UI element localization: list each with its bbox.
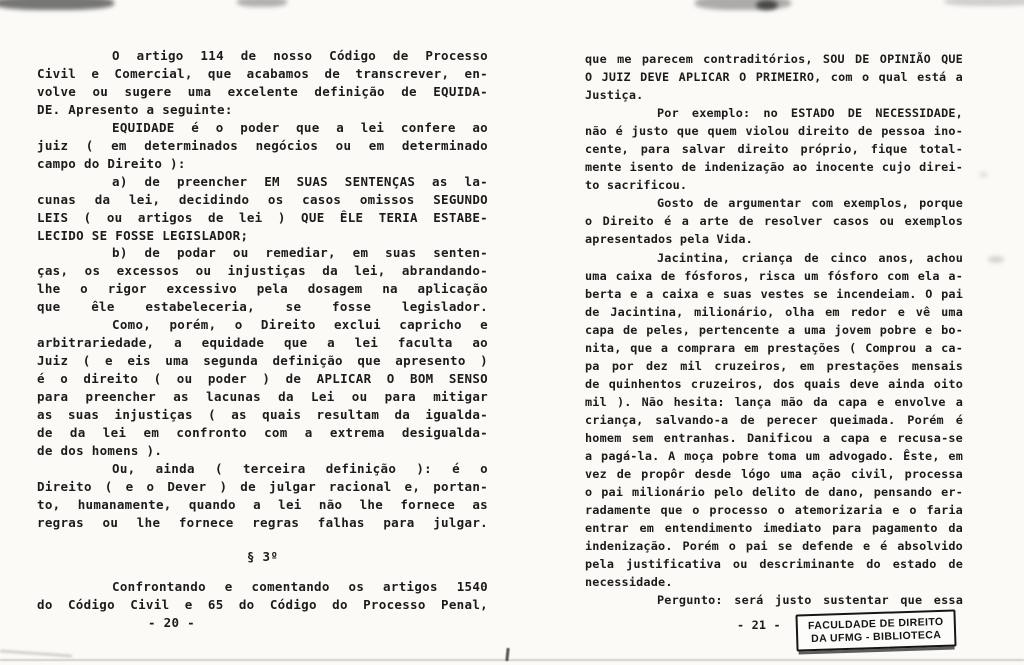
text-line: de quinhentos cruzeiros, dos quais deve ainda oito xyxy=(585,376,963,391)
scan-artifact-top-3b xyxy=(756,0,778,10)
library-stamp-line-2: DA UFMG - BIBLIOTECA xyxy=(810,628,942,645)
text-line: to sacrificou. xyxy=(585,178,688,193)
text-line: mil ). Não hesita: lança mão da capa e envolve a xyxy=(585,394,963,409)
text-line: to, humanamente, quando a lei não lhe fornece as xyxy=(37,496,488,512)
text-line: é o direito ( ou poder ) de APLICAR O BOM SENSO xyxy=(37,371,488,387)
text-line: Pergunto: será justo sustentar que essa xyxy=(657,593,963,608)
text-line: pa por dez mil cruzeiros, em prestações mensais xyxy=(585,358,963,373)
text-line: não é justo que quem violou direito de pessoa ino- xyxy=(585,124,963,139)
text-line: pela justificativa ou descriminante do estado de xyxy=(585,557,963,572)
text-line: cente, para salvar direito próprio, fique total- xyxy=(585,142,963,157)
text-line: b) de podar ou remediar, em suas senten- xyxy=(112,245,488,261)
text-line: LECIDO SE FOSSE LEGISLADOR; xyxy=(37,227,249,243)
text-line: que me parecem contraditórios, SOU DE OPINIÃO QUE xyxy=(585,52,963,66)
scan-artifact-bottom-curve xyxy=(0,649,72,657)
text-line: vez de propôr desde lógo uma ação civil, processa xyxy=(585,467,963,482)
text-line: Gosto de argumentar com exemplos, porque xyxy=(657,196,963,211)
text-line: Direito ( e o Dever ) de julgar racional e, portan- xyxy=(37,478,488,494)
scan-artifact-top-left xyxy=(0,0,114,10)
library-stamp xyxy=(795,609,956,651)
text-line: campo do Direito ): xyxy=(37,155,186,171)
scan-artifact-top-2 xyxy=(237,0,287,7)
text-line: nita, que a comprara em prestações ( Comprou a ca- xyxy=(585,340,963,355)
text-line: capa de peles, pertencente a uma jovem pobre e bo- xyxy=(585,322,963,337)
page-number-left: - 20 - xyxy=(148,614,195,630)
text-line: homem sem entranhas. Danificou a capa e recusa-se xyxy=(585,430,963,445)
text-line: Ou, ainda ( terceira definição ): é o xyxy=(112,460,488,476)
section-heading: § 3º xyxy=(246,548,279,564)
text-line: de da lei em confronto com a extrema desigualda- xyxy=(37,425,488,441)
text-line: Jacintina, criança de cinco anos, achou xyxy=(657,250,963,265)
text-line: Por exemplo: no ESTADO DE NECESSIDADE, xyxy=(657,106,963,121)
text-line: uma caixa de fósforos, risca um fósforo com ela a- xyxy=(585,268,963,283)
text-line: que êle estabeleceria, se fosse legislador. xyxy=(37,299,488,315)
scan-artifact-top-right xyxy=(944,0,1024,6)
library-stamp-line-1: FACULDADE DE DIREITO xyxy=(807,615,944,633)
text-line: indenização. Porém o pai se defende e é absolvido xyxy=(585,539,963,554)
scan-artifact-speck-1 xyxy=(988,256,1004,263)
text-line: apresentados pela Vida. xyxy=(585,232,753,247)
text-line: necessidade. xyxy=(585,575,673,590)
text-line: o pai milionário pelo delito de dano, pensando er- xyxy=(585,485,963,500)
text-line: de dos homens ). xyxy=(37,442,163,458)
text-line: Confrontando e comentando os artigos 1540 xyxy=(112,578,488,594)
text-line: criança, salvando-a de perecer queimada. Porém é xyxy=(585,412,963,427)
text-line: arbitrariedade, a equidade que a lei faculta ao xyxy=(37,335,488,351)
text-line: do Código Civil e 65 do Código do Processo Penal, xyxy=(37,596,488,612)
text-line: cunas da lei, decidindo os casos omissos SEGUNDO xyxy=(37,191,488,207)
text-line: entrar em entendimento imediato para pagamento da xyxy=(585,521,963,536)
text-line: juiz ( em determinados negócios ou em determinado xyxy=(37,137,488,153)
left-page-column xyxy=(37,47,488,632)
text-line: o Direito é a arte de resolver casos ou exemplos xyxy=(585,214,963,229)
text-line: a pagá-la. A moça pobre toma um advogado. Êste, em xyxy=(585,449,963,464)
scan-artifact-bottom-line xyxy=(0,659,1024,661)
right-page-column xyxy=(585,50,963,635)
page-number-right: - 21 - xyxy=(737,618,781,633)
text-line: DE. Apresento a seguinte: xyxy=(37,101,233,117)
text-line: lhe o rigor excessivo pela dosagem na aplicação xyxy=(37,281,488,297)
text-line: mente isento de indenização ao inocente cujo direi- xyxy=(585,160,963,175)
text-line: O JUIZ DEVE APLICAR O PRIMEIRO, com o qual está a xyxy=(585,70,963,85)
text-line: Juiz ( e eis uma segunda definição que apresento ) xyxy=(37,353,488,369)
text-line: Civil e Comercial, que acabamos de transcrever, en- xyxy=(37,65,488,81)
text-line: Justiça. xyxy=(585,88,644,103)
text-line: as suas injustiças ( as quais resultam da igualda- xyxy=(37,407,488,423)
text-line: radamente que o processo o atemorizaria e o faria xyxy=(585,503,963,518)
text-line: berta e a caixa e suas vestes se incendeiam. O pai xyxy=(585,286,963,301)
text-line: Como, porém, o Direito exclui capricho e xyxy=(112,317,488,333)
text-line: EQUIDADE é o poder que a lei confere ao xyxy=(112,119,488,135)
text-line: O artigo 114 de nosso Código de Processo xyxy=(112,48,488,63)
text-line: regras ou lhe fornece regras falhas para julgar. xyxy=(37,514,488,530)
text-line: ças, os excessos ou injustiças da lei, abrandando- xyxy=(37,263,488,279)
text-line: para preencher as lacunas da Lei ou para mitigar xyxy=(37,389,488,405)
scan-artifact-speck-2 xyxy=(979,172,988,177)
text-line: de Jacintina, milionário, olha em redor e vê uma xyxy=(585,304,963,319)
text-line: volve ou sugere uma excelente definição de EQUIDA- xyxy=(37,83,488,99)
text-line: LEIS ( ou artigos de lei ) QUE ÊLE TERIA ESTABE- xyxy=(37,209,488,225)
text-line: a) de preencher EM SUAS SENTENÇAS as la- xyxy=(112,173,488,189)
